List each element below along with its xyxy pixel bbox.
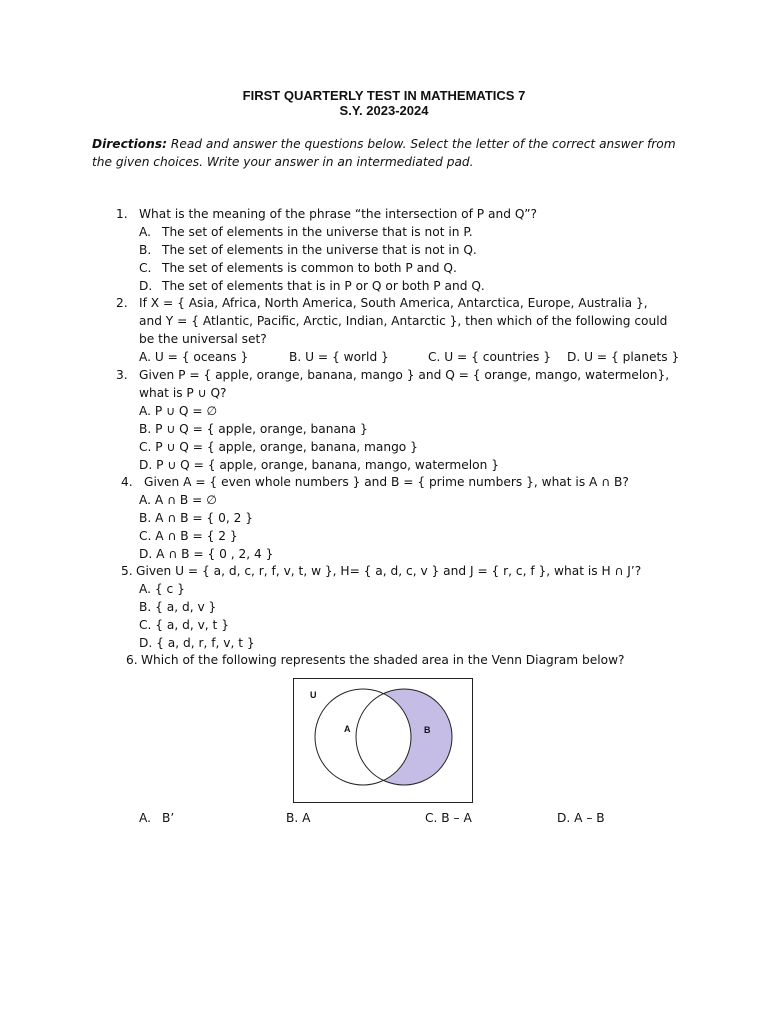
choice: A. A ∩ B = ∅ — [139, 493, 217, 507]
question-number: 3. — [116, 368, 128, 382]
question-6-choices — [0, 811, 768, 831]
choice-text: The set of elements in the universe that is not in Q. — [162, 243, 477, 257]
choice: D. A – B — [557, 811, 605, 825]
question-stem: Given A = { even whole numbers } and B = { prime numbers }, what is A ∩ B? — [144, 475, 629, 489]
choice: B. U = { world } — [289, 350, 389, 364]
question-stem: and Y = { Atlantic, Pacific, Arctic, Indian, Antarctic }, then which of the following could — [139, 314, 668, 328]
choice: A. { c } — [139, 582, 185, 596]
question-stem: what is P ∪ Q? — [139, 386, 227, 400]
choice: D. A ∩ B = { 0 , 2, 4 } — [139, 547, 274, 561]
choice: A. U = { oceans } — [139, 350, 249, 364]
directions-label: Directions: — [92, 137, 167, 151]
venn-diagram — [293, 678, 473, 803]
choice-letter: D. — [139, 279, 153, 293]
choice: B. P ∪ Q = { apple, orange, banana } — [139, 422, 368, 436]
test-header — [0, 88, 768, 118]
choice-text: The set of elements that is in P or Q or both P and Q. — [162, 279, 485, 293]
question-stem: If X = { Asia, Africa, North America, South America, Antarctica, Europe, Australia }, — [139, 296, 648, 310]
choice-text: B’ — [162, 811, 175, 825]
choice-text: The set of elements in the universe that is not in P. — [162, 225, 473, 239]
choice: C. P ∪ Q = { apple, orange, banana, mango } — [139, 440, 418, 454]
question-stem: be the universal set? — [139, 332, 267, 346]
choice: B. A — [286, 811, 311, 825]
choice-text: The set of elements is common to both P and Q. — [162, 261, 457, 275]
question-stem: What is the meaning of the phrase “the intersection of P and Q”? — [139, 207, 537, 221]
school-year: S.Y. 2023-2024 — [339, 103, 429, 118]
choice: C. B – A — [425, 811, 472, 825]
choice-letter: A. — [139, 225, 151, 239]
set-a-label: A — [344, 724, 351, 734]
test-title: FIRST QUARTERLY TEST IN MATHEMATICS 7 — [242, 88, 526, 103]
question-stem: Which of the following represents the shaded area in the Venn Diagram below? — [141, 653, 625, 667]
venn-svg — [294, 679, 472, 802]
question-number: 5. — [121, 564, 133, 578]
question-number: 1. — [116, 207, 128, 221]
set-b-label: B — [424, 725, 431, 735]
choice: D. P ∪ Q = { apple, orange, banana, mango, watermelon } — [139, 458, 499, 472]
choice: C. { a, d, v, t } — [139, 618, 229, 632]
choice-letter: A. — [139, 811, 151, 825]
choice: B. { a, d, v } — [139, 600, 217, 614]
question-number: 6. — [126, 653, 138, 667]
choice: C. A ∩ B = { 2 } — [139, 529, 238, 543]
choice: D. U = { planets } — [567, 350, 680, 364]
choice-letter: B. — [139, 243, 152, 257]
question-stem: Given U = { a, d, c, r, f, v, t, w }, H= { a, d, c, v } and J = { r, c, f }, what is H ∩ J’? — [136, 564, 642, 578]
choice-letter: C. — [139, 261, 152, 275]
choice: D. { a, d, r, f, v, t } — [139, 636, 255, 650]
universe-label: U — [310, 690, 317, 700]
choice: C. U = { countries } — [428, 350, 552, 364]
directions — [92, 135, 692, 171]
question-number: 2. — [116, 296, 128, 310]
question-number: 4. — [121, 475, 133, 489]
directions-text: Read and answer the questions below. Select the letter of the correct answer from the given choices. Write your answer in an intermediated pad. — [92, 137, 676, 169]
choice: B. A ∩ B = { 0, 2 } — [139, 511, 253, 525]
choice: A. P ∪ Q = ∅ — [139, 404, 218, 418]
question-stem: Given P = { apple, orange, banana, mango } and Q = { orange, mango, watermelon}, — [139, 368, 670, 382]
